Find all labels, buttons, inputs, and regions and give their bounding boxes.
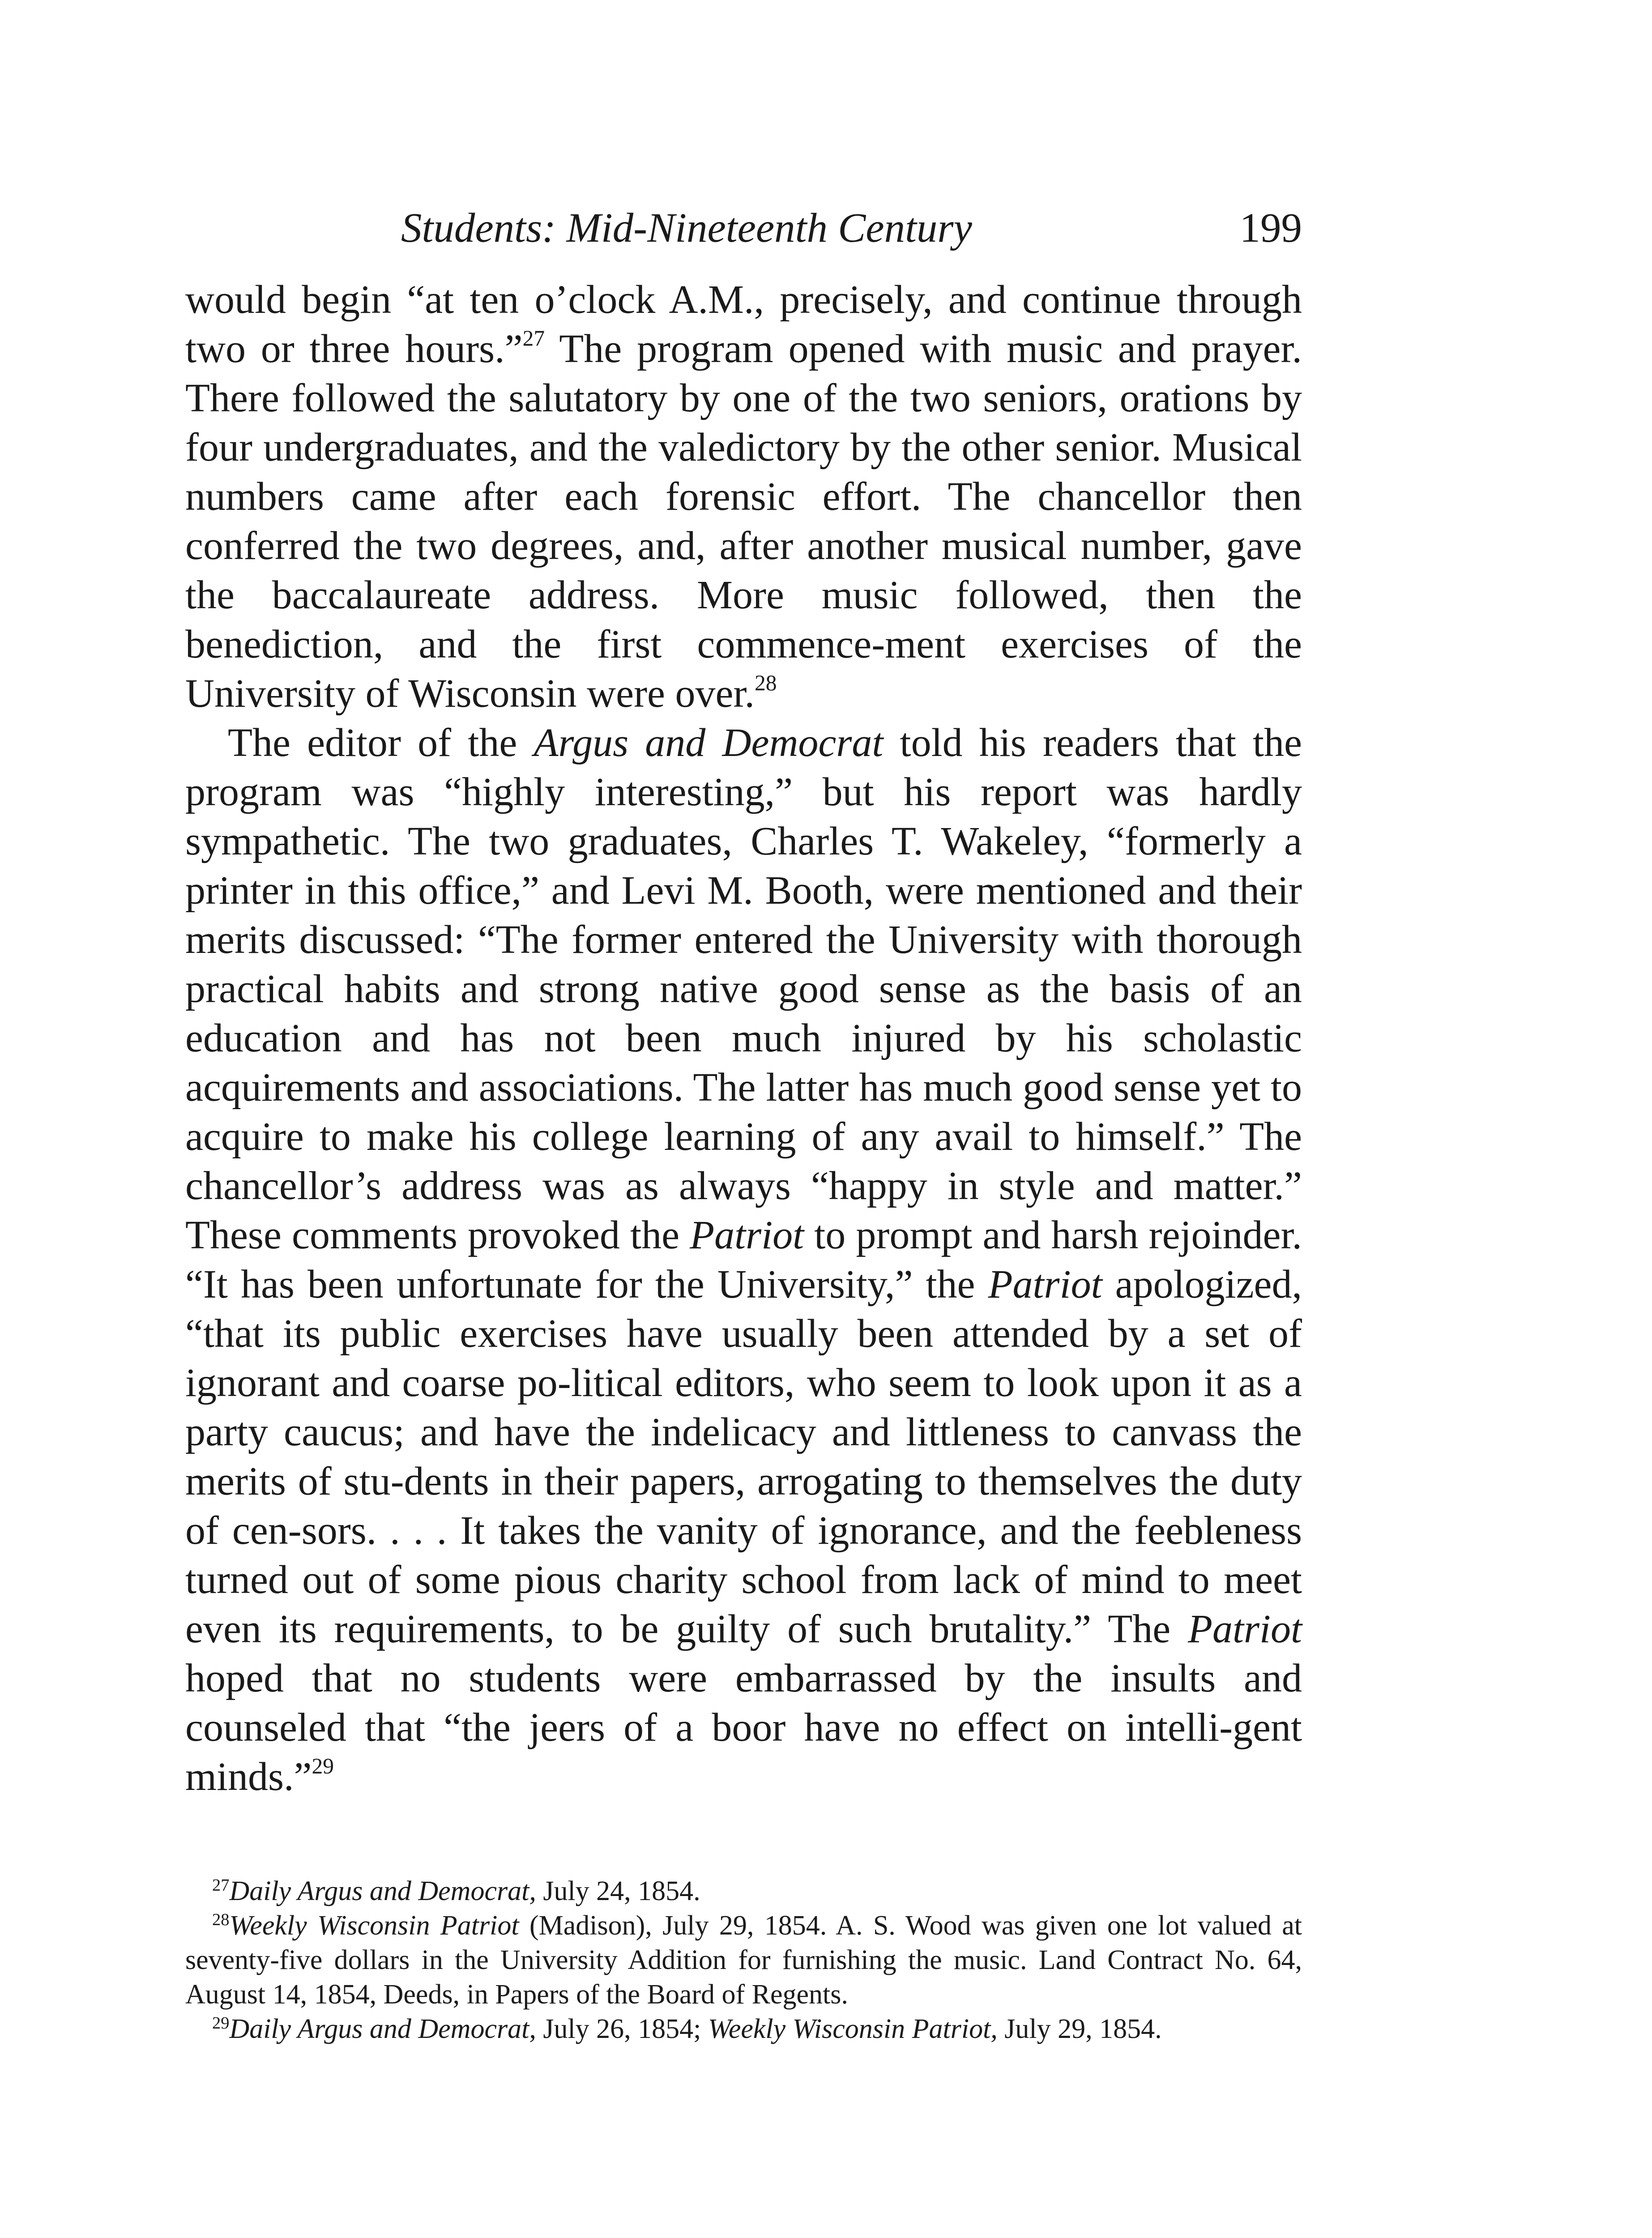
footnote-27: [185, 1874, 1302, 1909]
italic-title: Patriot: [690, 1213, 804, 1257]
text-run: The editor of the: [228, 721, 534, 765]
page-number: 199: [1239, 205, 1302, 251]
text-run: to prompt and harsh rejoinder. “It has been unfortunate for the University,” the: [185, 1213, 1302, 1307]
footnote-ref-27: 27: [522, 325, 545, 350]
text-run: (Madison), July 29, 1854. A. S. Wood was given one lot valued at seventy-five dollars in the University Addition for furnishing the music. Land Contract No. 64, August 14, 1854, Deeds, in Papers of the Board of Regents.: [185, 1910, 1302, 2010]
paragraph-commencement: [185, 275, 1302, 718]
italic-title: Patriot: [1187, 1607, 1302, 1651]
text-run: hoped that no students were embarrassed by the insults and counseled that “the jeers of a boor have no effect on intelli-gent minds.”: [185, 1656, 1302, 1799]
text-run: told his readers that the program was “highly interesting,” but his report was hardly sympathetic. The two graduates, Charles T. Wakeley, “formerly a printer in this office,” and Levi M. Booth, were mentioned and their merits discussed: “The former entered the University with thorough practical habits and strong native good sense as the basis of an education and has not been much injured by his scholastic acquirements and associations. The latter has much good sense yet to acquire to make his college learning of any avail to himself.” The chancellor’s address was as always “happy in style and matter.” These comments provoked the: [185, 721, 1302, 1257]
running-head: [185, 197, 1302, 260]
footnote-number: 27: [212, 1875, 230, 1895]
italic-title: Argus and Democrat: [534, 721, 884, 765]
text-run: would begin “at ten o’clock A.M., precisely, and continue through two or three hours.”: [185, 278, 1302, 371]
footnote-number: 29: [212, 2013, 230, 2033]
paragraph-editor: [185, 718, 1302, 1802]
italic-title: Patriot: [988, 1262, 1102, 1307]
italic-title: Weekly Wisconsin Patriot,: [708, 2014, 998, 2044]
footnote-number: 28: [212, 1910, 230, 1929]
text-run: July 29, 1854.: [997, 2014, 1162, 2044]
text-run: July 24, 1854.: [536, 1876, 700, 1906]
text-run: apologized, “that its public exercises have usually been attended by a set of ignorant and coarse po-litical editors, who seem to look upon it as a party caucus; and have the indelicacy and littleness to canvass the merits of stu-dents in their papers, arrogating to themselves the duty of cen-sors. . . . It takes the vanity of ignorance, and the feebleness turned out of some pious charity school from lack of mind to meet even its requirements, to be guilty of such brutality.” The: [185, 1262, 1302, 1651]
footnote-29: [185, 2012, 1302, 2046]
body-text: [185, 275, 1302, 1802]
text-run: July 26, 1854;: [536, 2014, 708, 2044]
text-run: The program opened with music and prayer. There followed the salutatory by one of the two seniors, orations by four undergraduates, and the valedictory by the other senior. Musical numbers came after each forensic effort. The chancellor then conferred the two degrees, and, after another musical number, gave the baccalaureate address. More music followed, then the benediction, and the first commence-ment exercises of the University of Wisconsin were over.: [185, 327, 1302, 716]
footnote-ref-29: 29: [312, 1753, 334, 1778]
footnotes: [185, 1874, 1302, 2046]
footnote-ref-28: 28: [754, 670, 777, 695]
chapter-title: Students: Mid-Nineteenth Century: [401, 205, 972, 251]
italic-title: Daily Argus and Democrat,: [229, 2014, 536, 2044]
footnote-28: [185, 1909, 1302, 2012]
italic-title: Weekly Wisconsin Patriot: [229, 1910, 519, 1941]
italic-title: Daily Argus and Democrat,: [229, 1876, 536, 1906]
